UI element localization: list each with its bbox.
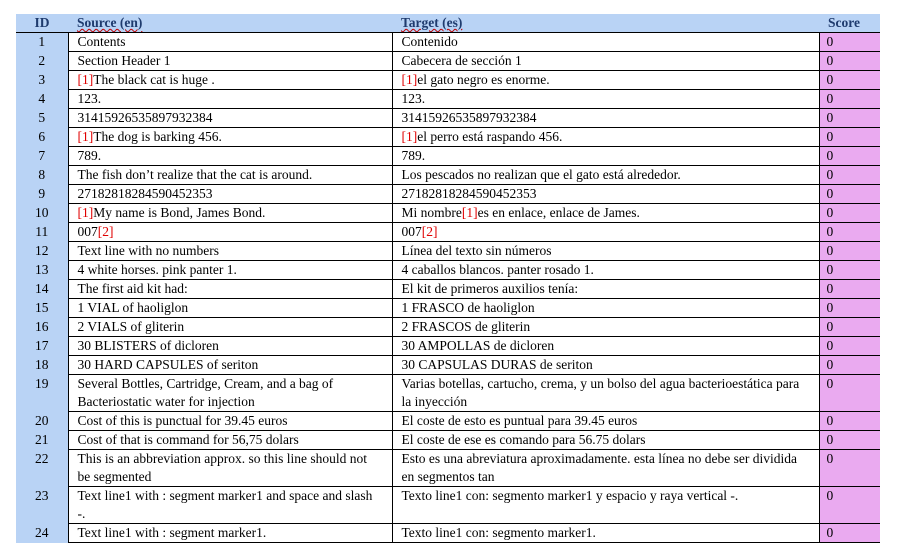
inline-tag: [1] bbox=[77, 205, 94, 220]
id-cell: 7 bbox=[16, 147, 68, 166]
id-cell: 6 bbox=[16, 128, 68, 147]
inline-tag: [1] bbox=[77, 72, 94, 87]
segment-text: Varias botellas, cartucho, crema, y un bolso del agua bacterioestática para la inyección bbox=[401, 376, 800, 409]
target-cell[interactable] bbox=[392, 185, 819, 204]
segment-text: 30 BLISTERS of dicloren bbox=[77, 338, 219, 353]
id-cell: 18 bbox=[16, 356, 68, 375]
segment-text: Text line1 with : segment marker1. bbox=[77, 525, 267, 540]
segment-text: 123. bbox=[77, 91, 102, 106]
score-cell: 0 bbox=[819, 71, 880, 90]
segment-text: Los pescados no realizan que el gato está alrededor. bbox=[401, 167, 681, 182]
target-cell[interactable] bbox=[392, 128, 819, 147]
target-cell[interactable] bbox=[392, 223, 819, 242]
table-row[interactable] bbox=[16, 71, 880, 90]
table-row[interactable] bbox=[16, 52, 880, 71]
target-cell[interactable] bbox=[392, 487, 819, 524]
score-cell: 0 bbox=[819, 412, 880, 431]
target-cell[interactable] bbox=[392, 299, 819, 318]
source-cell[interactable] bbox=[68, 261, 392, 280]
source-cell[interactable] bbox=[68, 52, 392, 71]
table-row[interactable] bbox=[16, 242, 880, 261]
id-cell: 3 bbox=[16, 71, 68, 90]
table-row[interactable] bbox=[16, 375, 880, 412]
segment-text: Texto line1 con: segmento marker1. bbox=[401, 525, 596, 540]
segment-text: 123. bbox=[401, 91, 426, 106]
target-cell[interactable] bbox=[392, 204, 819, 223]
source-cell[interactable] bbox=[68, 147, 392, 166]
segment-text: 007 bbox=[77, 224, 98, 239]
target-cell[interactable] bbox=[392, 33, 819, 52]
table-row[interactable] bbox=[16, 33, 880, 52]
target-cell[interactable] bbox=[392, 52, 819, 71]
segment-text: Contenido bbox=[401, 34, 458, 49]
target-cell[interactable] bbox=[392, 431, 819, 450]
id-cell: 2 bbox=[16, 52, 68, 71]
segment-text: Cost of that is command for 56,75 dolars bbox=[77, 432, 299, 447]
segment-text: Texto line1 con: segmento marker1 y espacio y raya vertical -. bbox=[401, 488, 739, 503]
target-header bbox=[392, 14, 819, 33]
score-cell: 0 bbox=[819, 524, 880, 543]
id-cell: 5 bbox=[16, 109, 68, 128]
table-row[interactable] bbox=[16, 280, 880, 299]
target-header-label: Target (es) bbox=[401, 15, 463, 30]
source-cell[interactable] bbox=[68, 223, 392, 242]
inline-tag: [2] bbox=[97, 224, 114, 239]
source-header bbox=[68, 14, 392, 33]
segment-text: 2 FRASCOS de gliterin bbox=[401, 319, 531, 334]
target-cell[interactable] bbox=[392, 71, 819, 90]
segment-text: Text line with no numbers bbox=[77, 243, 220, 258]
segment-text: el perro está raspando 456. bbox=[417, 129, 563, 144]
score-cell: 0 bbox=[819, 33, 880, 52]
source-cell[interactable] bbox=[68, 33, 392, 52]
id-cell: 20 bbox=[16, 412, 68, 431]
inline-tag: [1] bbox=[401, 129, 418, 144]
source-cell[interactable] bbox=[68, 431, 392, 450]
score-cell: 0 bbox=[819, 299, 880, 318]
segment-text: 4 white horses. pink panter 1. bbox=[77, 262, 237, 277]
id-cell: 19 bbox=[16, 375, 68, 412]
segment-text: Contents bbox=[77, 34, 126, 49]
id-cell: 8 bbox=[16, 166, 68, 185]
segment-text: 27182818284590452353 bbox=[77, 186, 213, 201]
segment-text: El kit de primeros auxilios tenía: bbox=[401, 281, 579, 296]
segment-rows bbox=[16, 33, 880, 543]
id-cell: 22 bbox=[16, 450, 68, 487]
score-cell: 0 bbox=[819, 90, 880, 109]
score-cell: 0 bbox=[819, 109, 880, 128]
table-row[interactable] bbox=[16, 90, 880, 109]
table-row[interactable] bbox=[16, 487, 880, 524]
source-cell[interactable] bbox=[68, 242, 392, 261]
source-cell[interactable] bbox=[68, 109, 392, 128]
table-row[interactable] bbox=[16, 356, 880, 375]
source-cell[interactable] bbox=[68, 356, 392, 375]
segment-text: My name is Bond, James Bond. bbox=[93, 205, 266, 220]
source-cell[interactable] bbox=[68, 318, 392, 337]
id-cell: 1 bbox=[16, 33, 68, 52]
inline-tag: [1] bbox=[401, 72, 418, 87]
score-cell: 0 bbox=[819, 261, 880, 280]
segment-text: 2 VIALS of gliterin bbox=[77, 319, 185, 334]
segment-text: Text line1 with : segment marker1 and space and slash -. bbox=[77, 488, 373, 521]
score-cell: 0 bbox=[819, 223, 880, 242]
source-cell[interactable] bbox=[68, 90, 392, 109]
segment-text: 31415926535897932384 bbox=[401, 110, 537, 125]
target-cell[interactable] bbox=[392, 318, 819, 337]
score-cell: 0 bbox=[819, 356, 880, 375]
table-row[interactable] bbox=[16, 299, 880, 318]
target-cell[interactable] bbox=[392, 280, 819, 299]
table-row[interactable] bbox=[16, 166, 880, 185]
id-cell: 23 bbox=[16, 487, 68, 524]
source-cell[interactable] bbox=[68, 412, 392, 431]
segment-text: 789. bbox=[77, 148, 102, 163]
segment-text: El coste de esto es puntual para 39.45 euros bbox=[401, 413, 638, 428]
table-row[interactable] bbox=[16, 128, 880, 147]
target-cell[interactable] bbox=[392, 375, 819, 412]
source-cell[interactable] bbox=[68, 71, 392, 90]
table-row[interactable] bbox=[16, 147, 880, 166]
score-cell: 0 bbox=[819, 185, 880, 204]
score-cell: 0 bbox=[819, 128, 880, 147]
score-cell: 0 bbox=[819, 147, 880, 166]
segment-text: el gato negro es enorme. bbox=[417, 72, 550, 87]
table-row[interactable] bbox=[16, 261, 880, 280]
target-cell[interactable] bbox=[392, 90, 819, 109]
table-row[interactable] bbox=[16, 412, 880, 431]
segment-text: This is an abbreviation approx. so this line should not be segmented bbox=[77, 451, 367, 484]
segment-text: El coste de ese es comando para 56.75 dolars bbox=[401, 432, 646, 447]
table-row[interactable] bbox=[16, 318, 880, 337]
segment-text: The dog is barking 456. bbox=[93, 129, 222, 144]
id-cell: 16 bbox=[16, 318, 68, 337]
score-cell: 0 bbox=[819, 318, 880, 337]
table-row[interactable] bbox=[16, 450, 880, 487]
segment-text: Cabecera de sección 1 bbox=[401, 53, 522, 68]
segment-text: Mi nombre bbox=[401, 205, 462, 220]
id-cell: 21 bbox=[16, 431, 68, 450]
source-cell[interactable] bbox=[68, 280, 392, 299]
source-cell[interactable] bbox=[68, 204, 392, 223]
segment-text: The first aid kit had: bbox=[77, 281, 188, 296]
inline-tag: [1] bbox=[461, 205, 478, 220]
table-row[interactable] bbox=[16, 223, 880, 242]
segment-text: Section Header 1 bbox=[77, 53, 171, 68]
segment-text: 007 bbox=[401, 224, 422, 239]
table-row[interactable] bbox=[16, 204, 880, 223]
segment-text: 27182818284590452353 bbox=[401, 186, 537, 201]
source-cell[interactable] bbox=[68, 299, 392, 318]
score-cell: 0 bbox=[819, 431, 880, 450]
id-cell: 14 bbox=[16, 280, 68, 299]
segment-text: 789. bbox=[401, 148, 426, 163]
source-cell[interactable] bbox=[68, 450, 392, 487]
segment-text: The black cat is huge . bbox=[93, 72, 215, 87]
score-cell: 0 bbox=[819, 375, 880, 412]
id-cell: 15 bbox=[16, 299, 68, 318]
target-cell[interactable] bbox=[392, 147, 819, 166]
segment-text: 4 caballos blancos. panter rosado 1. bbox=[401, 262, 594, 277]
id-cell: 24 bbox=[16, 524, 68, 543]
id-cell: 11 bbox=[16, 223, 68, 242]
inline-tag: [2] bbox=[421, 224, 438, 239]
segment-text: 30 CAPSULAS DURAS de seriton bbox=[401, 357, 593, 372]
target-cell[interactable] bbox=[392, 450, 819, 487]
source-cell[interactable] bbox=[68, 166, 392, 185]
segment-text: Línea del texto sin números bbox=[401, 243, 552, 258]
segment-text: 31415926535897932384 bbox=[77, 110, 213, 125]
id-cell: 9 bbox=[16, 185, 68, 204]
segment-text: 1 VIAL of haoliglon bbox=[77, 300, 189, 315]
target-cell[interactable] bbox=[392, 261, 819, 280]
target-cell[interactable] bbox=[392, 109, 819, 128]
segment-table bbox=[16, 14, 880, 543]
score-cell: 0 bbox=[819, 166, 880, 185]
source-cell[interactable] bbox=[68, 337, 392, 356]
table-row[interactable] bbox=[16, 337, 880, 356]
id-cell: 17 bbox=[16, 337, 68, 356]
id-cell: 12 bbox=[16, 242, 68, 261]
segment-text: Esto es una abreviatura aproximadamente. esta línea no debe ser dividida en segmentos tan bbox=[401, 451, 797, 484]
score-cell: 0 bbox=[819, 52, 880, 71]
target-cell[interactable] bbox=[392, 337, 819, 356]
score-cell: 0 bbox=[819, 450, 880, 487]
segment-text: The fish don’t realize that the cat is around. bbox=[77, 167, 313, 182]
segment-text: 1 FRASCO de haoliglon bbox=[401, 300, 535, 315]
table-row[interactable] bbox=[16, 431, 880, 450]
segment-text: Cost of this is punctual for 39.45 euros bbox=[77, 413, 288, 428]
score-cell: 0 bbox=[819, 487, 880, 524]
source-cell[interactable] bbox=[68, 375, 392, 412]
target-cell[interactable] bbox=[392, 356, 819, 375]
table-row[interactable] bbox=[16, 185, 880, 204]
table-row[interactable] bbox=[16, 109, 880, 128]
id-cell: 10 bbox=[16, 204, 68, 223]
source-cell[interactable] bbox=[68, 128, 392, 147]
score-header: Score bbox=[819, 14, 880, 33]
header-row bbox=[16, 14, 880, 33]
source-header-label: Source (en) bbox=[77, 15, 143, 30]
source-cell[interactable] bbox=[68, 185, 392, 204]
target-cell[interactable] bbox=[392, 242, 819, 261]
id-cell: 4 bbox=[16, 90, 68, 109]
inline-tag: [1] bbox=[77, 129, 94, 144]
segment-text: 30 HARD CAPSULES of seriton bbox=[77, 357, 259, 372]
id-header: ID bbox=[16, 14, 68, 33]
score-cell: 0 bbox=[819, 280, 880, 299]
score-cell: 0 bbox=[819, 242, 880, 261]
segment-text: es en enlace, enlace de James. bbox=[477, 205, 640, 220]
target-cell[interactable] bbox=[392, 412, 819, 431]
score-cell: 0 bbox=[819, 204, 880, 223]
segment-text: Several Bottles, Cartridge, Cream, and a bag of Bacteriostatic water for injection bbox=[77, 376, 334, 409]
source-cell[interactable] bbox=[68, 487, 392, 524]
target-cell[interactable] bbox=[392, 166, 819, 185]
score-cell: 0 bbox=[819, 337, 880, 356]
segment-text: 30 AMPOLLAS de dicloren bbox=[401, 338, 555, 353]
id-cell: 13 bbox=[16, 261, 68, 280]
